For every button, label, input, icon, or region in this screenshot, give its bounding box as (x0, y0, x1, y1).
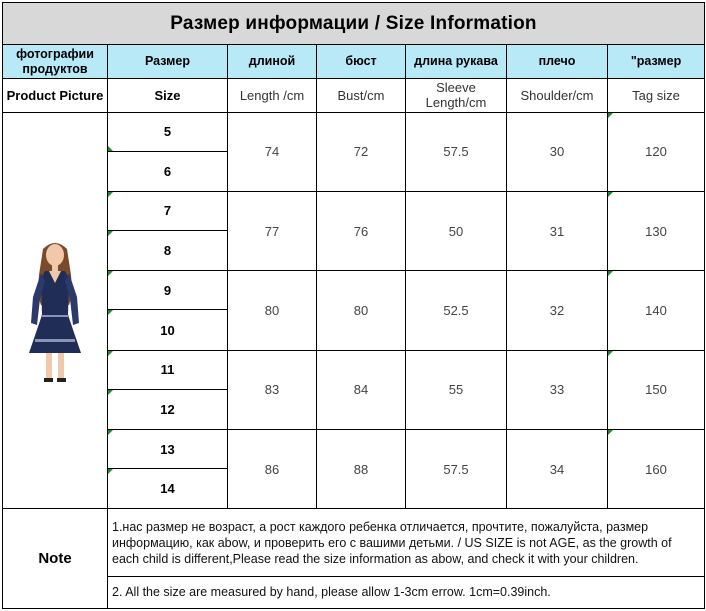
sleeve-cell: 57.5 (406, 112, 507, 191)
sleeve-cell: 57.5 (406, 430, 507, 509)
size-cell: 10 (108, 310, 228, 350)
size-cell: 12 (108, 389, 228, 429)
size-cell: 7 (108, 191, 228, 230)
shoulder-cell: 34 (507, 430, 608, 509)
note-text-2: 2. All the size are measured by hand, please allow 1-3cm errow. 1cm=0.39inch. (108, 576, 705, 608)
length-cell: 77 (228, 191, 317, 270)
russian-header-row (3, 45, 705, 79)
size-cell: 11 (108, 350, 228, 389)
bust-cell: 80 (317, 271, 406, 350)
header-en-bust: Bust/cm (317, 79, 406, 112)
header-en-picture: Product Picture (3, 79, 108, 112)
sleeve-cell: 50 (406, 191, 507, 270)
header-ru-length: длиной (228, 45, 317, 79)
bust-cell: 88 (317, 430, 406, 509)
size-cell: 8 (108, 231, 228, 271)
note-label: Note (3, 509, 108, 609)
length-cell: 86 (228, 430, 317, 509)
bust-cell: 84 (317, 350, 406, 429)
shoulder-cell: 31 (507, 191, 608, 270)
size-cell: 13 (108, 430, 228, 469)
tag-size-cell: 160 (608, 430, 705, 509)
note-row (3, 576, 705, 608)
chart-title: Размер информации / Size Information (3, 3, 705, 45)
table-row (3, 191, 705, 230)
girl-dress-image (15, 235, 95, 385)
note-row (3, 509, 705, 576)
english-header-row (3, 79, 705, 112)
header-ru-sleeve: длина рукава (406, 45, 507, 79)
length-cell: 83 (228, 350, 317, 429)
shoulder-cell: 33 (507, 350, 608, 429)
header-ru-size: Размер (108, 45, 228, 79)
tag-size-cell: 120 (608, 112, 705, 191)
header-en-sleeve: Sleeve Length/cm (406, 79, 507, 112)
header-ru-picture: фотографии продуктов (3, 45, 108, 79)
sleeve-cell: 52.5 (406, 271, 507, 350)
header-en-length: Length /cm (228, 79, 317, 112)
header-ru-shoulder: плечо (507, 45, 608, 79)
header-ru-bust: бюст (317, 45, 406, 79)
bust-cell: 76 (317, 191, 406, 270)
tag-size-cell: 130 (608, 191, 705, 270)
product-photo (15, 235, 95, 385)
shoulder-cell: 32 (507, 271, 608, 350)
tag-size-cell: 140 (608, 271, 705, 350)
size-table (2, 2, 705, 609)
shoulder-cell: 30 (507, 112, 608, 191)
table-row (3, 430, 705, 469)
size-cell: 6 (108, 151, 228, 191)
table-row (3, 271, 705, 310)
product-picture-cell (3, 112, 108, 509)
size-cell: 9 (108, 271, 228, 310)
table-row (3, 112, 705, 151)
size-cell: 14 (108, 469, 228, 509)
length-cell: 74 (228, 112, 317, 191)
size-cell: 5 (108, 112, 228, 151)
tag-size-cell: 150 (608, 350, 705, 429)
bust-cell: 72 (317, 112, 406, 191)
length-cell: 80 (228, 271, 317, 350)
header-en-tag: Tag size (608, 79, 705, 112)
header-en-shoulder: Shoulder/cm (507, 79, 608, 112)
sleeve-cell: 55 (406, 350, 507, 429)
header-en-size: Size (108, 79, 228, 112)
table-row (3, 350, 705, 389)
note-text-1: 1.нас размер не возраст, а рост каждого ребенка отличается, прочтите, пожалуйста, размер информацию, как abow, и проверить его с вашими детьми. / US SIZE is not AGE, as the growth of each child is different,Please read the size information as abow, and check it with your children. (108, 509, 705, 576)
header-ru-tag: "размер (608, 45, 705, 79)
